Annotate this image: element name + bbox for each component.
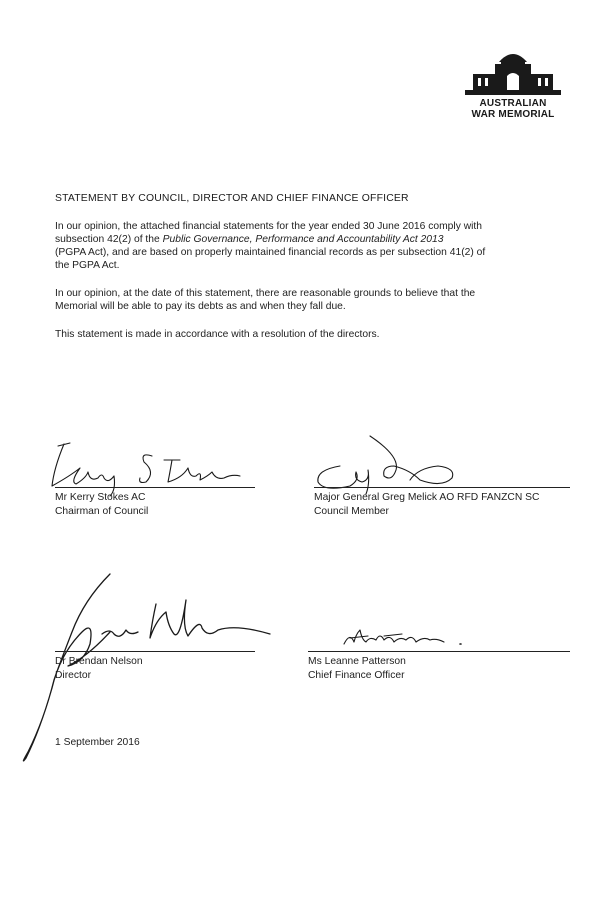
- signatory-patterson: [308, 655, 406, 683]
- opinion-paragraph-1: [55, 220, 575, 272]
- signatory-nelson: [55, 655, 143, 683]
- signatory-stokes-role: Chairman of Council: [55, 506, 149, 517]
- paragraph-1-line-4: the PGPA Act.: [55, 260, 120, 271]
- signatory-nelson-name: Dr Brendan Nelson: [55, 656, 143, 667]
- paragraph-1-line-1: In our opinion, the attached financial statements for the year ended 30 June 2016 comply with: [55, 221, 483, 232]
- signatory-stokes: [55, 491, 148, 519]
- statement-date: 1 September 2016: [55, 737, 140, 748]
- signature-line-nelson: [55, 651, 255, 652]
- signatory-patterson-role: Chief Finance Officer: [308, 670, 405, 681]
- awm-logo: [458, 44, 568, 120]
- opinion-paragraph-2: [55, 287, 575, 313]
- signature-line-stokes: [55, 487, 255, 488]
- paragraph-1-line-2: [55, 233, 575, 246]
- signature-patterson: [340, 624, 480, 650]
- logo-wordmark: [458, 98, 568, 120]
- paragraph-3-line-1: This statement is made in accordance with a resolution of the directors.: [55, 329, 380, 340]
- paragraph-1-line-3: (PGPA Act), and are based on properly maintained financial records as per subsection 41(2) of: [55, 247, 486, 258]
- resolution-paragraph: [55, 328, 575, 341]
- signatory-melick-role: Council Member: [314, 506, 389, 517]
- signatory-stokes-name: Mr Kerry Stokes AC: [55, 492, 146, 503]
- statement-heading: STATEMENT BY COUNCIL, DIRECTOR AND CHIEF FINANCE OFFICER: [55, 193, 409, 204]
- logo-line-2: WAR MEMORIAL: [471, 109, 555, 120]
- signatory-melick-name: Major General Greg Melick AO RFD FANZCN SC: [314, 492, 540, 503]
- paragraph-2-line-1: In our opinion, at the date of this statement, there are reasonable grounds to believe that the: [55, 288, 476, 299]
- signatory-nelson-role: Director: [55, 670, 92, 681]
- act-title: Public Governance, Performance and Accountability Act 2013: [162, 234, 444, 245]
- paragraph-2-line-2: Memorial will be able to pay its debts as and when they fall due.: [55, 301, 346, 312]
- paragraph-1-line-2-text: subsection 42(2) of the: [55, 234, 163, 245]
- signature-line-patterson: [308, 651, 570, 652]
- signatory-patterson-name: Ms Leanne Patterson: [308, 656, 406, 667]
- signature-line-melick: [314, 487, 570, 488]
- signatory-melick: [314, 491, 539, 519]
- logo-line-1: AUSTRALIAN: [479, 98, 547, 109]
- memorial-building-icon: [461, 44, 565, 96]
